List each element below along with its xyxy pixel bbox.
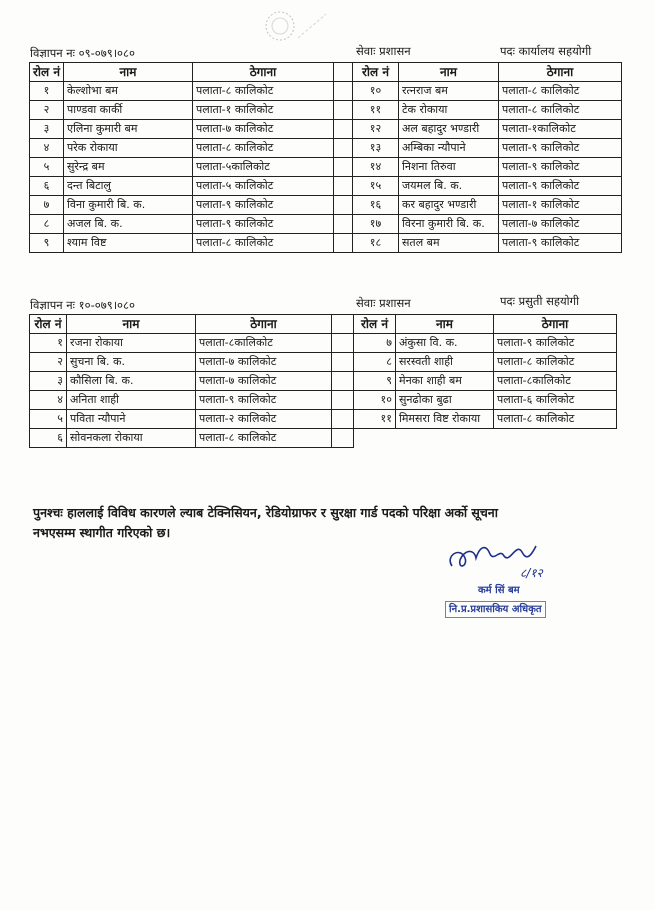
left-name-cell: सुचना बि. क. <box>67 353 196 372</box>
right-roll-cell: १३ <box>353 139 399 158</box>
left-roll-cell: ५ <box>30 158 64 177</box>
gap-cell <box>334 177 353 196</box>
left-roll-cell: ८ <box>30 215 64 234</box>
table-row <box>30 372 617 391</box>
header-name: नाम <box>396 315 494 334</box>
table-row <box>30 410 617 429</box>
left-address-cell: पलाता-७ कालिकोट <box>196 372 332 391</box>
gap-cell <box>334 82 353 101</box>
table-row <box>30 429 617 448</box>
right-address-cell: पलाता-९ कालिकोट <box>499 158 622 177</box>
left-name-cell: सोवनकला रोकाया <box>67 429 196 448</box>
left-address-cell: पलाता-८ कालिकोट <box>193 139 334 158</box>
left-address-cell: पलाता-८ कालिकोट <box>193 234 334 253</box>
right-name-cell: अंकुसा वि. क. <box>396 334 494 353</box>
right-address-cell: पलाता-९ कालिकोट <box>494 334 617 353</box>
left-roll-cell: १ <box>30 82 64 101</box>
left-roll-cell: ५ <box>30 410 67 429</box>
gap-cell <box>334 63 353 82</box>
signature-date: ८/१२ <box>520 566 543 580</box>
left-name-cell: केल्शोभा बम <box>64 82 193 101</box>
header-roll: रोल नं <box>354 315 396 334</box>
right-address-cell: पलाता-८कालिकोट <box>494 372 617 391</box>
right-address-cell: पलाता-८ कालिकोट <box>499 82 622 101</box>
signatory-name: कर्म सिं बम <box>478 585 520 596</box>
left-name-cell: दन्त बिटालु <box>64 177 193 196</box>
left-roll-cell: ६ <box>30 177 64 196</box>
empty-cell <box>354 429 396 448</box>
table-row <box>30 177 622 196</box>
right-address-cell: पलाता-६ कालिकोट <box>494 391 617 410</box>
right-name-cell: सरस्वती शाही <box>396 353 494 372</box>
gap-cell <box>334 196 353 215</box>
gap-cell <box>334 101 353 120</box>
right-name-cell: जयमल बि. क. <box>399 177 499 196</box>
left-roll-cell: ४ <box>30 391 67 410</box>
note-line-1: पुनश्चः हाललाई विविध कारणले ल्याब टेक्निसियन, रेडियोग्राफर र सुरक्षा गार्ड पदको परिक्षा अर्को सूचना <box>33 505 498 520</box>
gap-cell <box>332 372 354 391</box>
right-address-cell: पलाता-९ कालिकोट <box>499 234 622 253</box>
right-address-cell: पलाता-८ कालिकोट <box>494 353 617 372</box>
gap-cell <box>334 215 353 234</box>
table-row <box>30 82 622 101</box>
header-address: ठेगाना <box>196 315 332 334</box>
right-roll-cell: ८ <box>354 353 396 372</box>
table-row <box>30 391 617 410</box>
left-name-cell: श्याम विष्ट <box>64 234 193 253</box>
left-name-cell: सुरेन्द्र बम <box>64 158 193 177</box>
gap-cell <box>332 353 354 372</box>
right-name-cell: रत्नराज बम <box>399 82 499 101</box>
table-header-row <box>30 315 617 334</box>
right-roll-cell: १२ <box>353 120 399 139</box>
right-name-cell: विरना कुमारी बि. क. <box>399 215 499 234</box>
table-row <box>30 215 622 234</box>
right-name-cell: निशना तिरुवा <box>399 158 499 177</box>
right-address-cell: पलाता-१ कालिकोट <box>499 196 622 215</box>
header-roll: रोल नं <box>30 315 67 334</box>
header-address: ठेगाना <box>193 63 334 82</box>
left-name-cell: विना कुमारी बि. क. <box>64 196 193 215</box>
right-roll-cell: १४ <box>353 158 399 177</box>
left-roll-cell: ४ <box>30 139 64 158</box>
table-row <box>30 120 622 139</box>
left-address-cell: पलाता-५कालिकोट <box>193 158 334 177</box>
left-name-cell: एलिना कुमारी बम <box>64 120 193 139</box>
right-address-cell: पलाता-९ कालिकोट <box>499 139 622 158</box>
office-stamp-icon <box>252 8 332 44</box>
left-address-cell: पलाता-९ कालिकोट <box>193 215 334 234</box>
left-roll-cell: ६ <box>30 429 67 448</box>
right-name-cell: अल बहादुर भण्डारी <box>399 120 499 139</box>
header-roll: रोल नं <box>353 63 399 82</box>
right-roll-cell: १० <box>353 82 399 101</box>
right-roll-cell: १८ <box>353 234 399 253</box>
gap-cell <box>334 120 353 139</box>
left-roll-cell: ३ <box>30 372 67 391</box>
left-name-cell: पाण्डवा कार्की <box>64 101 193 120</box>
left-address-cell: पलाता-५ कालिकोट <box>193 177 334 196</box>
left-roll-cell: ९ <box>30 234 64 253</box>
left-name-cell: रजना रोकाया <box>67 334 196 353</box>
section1-post: पदः कार्यालय सहयोगी <box>500 44 592 58</box>
section2-post: पदः प्रसुती सहयोगी <box>500 294 580 308</box>
left-name-cell: पविता न्यौपाने <box>67 410 196 429</box>
right-roll-cell: १० <box>354 391 396 410</box>
left-name-cell: परेक रोकाया <box>64 139 193 158</box>
header-name: नाम <box>64 63 193 82</box>
left-address-cell: पलाता-७ कालिकोट <box>196 353 332 372</box>
right-address-cell: पलाता-९ कालिकोट <box>499 177 622 196</box>
note-line-2: नभएसम्म स्थागीत गरिएको छ। <box>33 525 171 540</box>
left-roll-cell: २ <box>30 101 64 120</box>
gap-cell <box>332 391 354 410</box>
gap-cell <box>332 315 354 334</box>
header-roll: रोल नं <box>30 63 64 82</box>
right-name-cell: कर बहादुर भण्डारी <box>399 196 499 215</box>
gap-cell <box>332 334 354 353</box>
right-address-cell: पलाता-८ कालिकोट <box>499 101 622 120</box>
table-row <box>30 139 622 158</box>
section1-service: सेवाः प्रशासन <box>356 44 411 58</box>
right-roll-cell: ९ <box>354 372 396 391</box>
right-name-cell: सतल बम <box>399 234 499 253</box>
right-roll-cell: १६ <box>353 196 399 215</box>
right-address-cell: पलाता-१कालिकोट <box>499 120 622 139</box>
signatory-title: नि.प्र.प्रशासकिय अधिकृत <box>445 601 546 618</box>
section1-ad-number: विज्ञापन नः ०९-०७९।०८० <box>30 46 136 60</box>
right-name-cell: मिमसरा विष्ट रोकाया <box>396 410 494 429</box>
right-roll-cell: ११ <box>354 410 396 429</box>
right-roll-cell: ७ <box>354 334 396 353</box>
table-row <box>30 196 622 215</box>
left-address-cell: पलाता-२ कालिकोट <box>196 410 332 429</box>
header-name: नाम <box>67 315 196 334</box>
header-address: ठेगाना <box>499 63 622 82</box>
right-roll-cell: १७ <box>353 215 399 234</box>
section2-ad-number: विज्ञापन नः १०-०७९।०८० <box>30 298 136 312</box>
right-roll-cell: ११ <box>353 101 399 120</box>
empty-cell <box>396 429 494 448</box>
section2-service: सेवाः प्रशासन <box>356 296 411 310</box>
left-address-cell: पलाता-१ कालिकोट <box>193 101 334 120</box>
gap-cell <box>334 139 353 158</box>
gap-cell <box>332 429 354 448</box>
right-name-cell: मेनका शाही बम <box>396 372 494 391</box>
left-roll-cell: ७ <box>30 196 64 215</box>
table-row <box>30 158 622 177</box>
header-address: ठेगाना <box>494 315 617 334</box>
section1-table <box>29 62 622 253</box>
table-row <box>30 334 617 353</box>
left-address-cell: पलाता-९ कालिकोट <box>196 391 332 410</box>
header-name: नाम <box>399 63 499 82</box>
gap-cell <box>334 158 353 177</box>
postscript-note <box>33 503 633 543</box>
right-roll-cell: १५ <box>353 177 399 196</box>
left-roll-cell: १ <box>30 334 67 353</box>
right-name-cell: टेक रोकाया <box>399 101 499 120</box>
right-name-cell: अम्बिका न्यौपाने <box>399 139 499 158</box>
section2-table <box>29 314 617 448</box>
left-address-cell: पलाता-८कालिकोट <box>196 334 332 353</box>
empty-cell <box>494 429 617 448</box>
table-row <box>30 101 622 120</box>
left-address-cell: पलाता-९ कालिकोट <box>193 196 334 215</box>
left-roll-cell: ३ <box>30 120 64 139</box>
right-address-cell: पलाता-८ कालिकोट <box>494 410 617 429</box>
table-row <box>30 353 617 372</box>
right-address-cell: पलाता-७ कालिकोट <box>499 215 622 234</box>
left-address-cell: पलाता-७ कालिकोट <box>193 120 334 139</box>
table-header-row <box>30 63 622 82</box>
left-name-cell: अनिता शाही <box>67 391 196 410</box>
right-name-cell: सुनढोका बुढा <box>396 391 494 410</box>
left-name-cell: अजल बि. क. <box>64 215 193 234</box>
left-roll-cell: २ <box>30 353 67 372</box>
left-address-cell: पलाता-८ कालिकोट <box>196 429 332 448</box>
handwritten-signature-icon <box>440 540 570 576</box>
table-row <box>30 234 622 253</box>
left-address-cell: पलाता-८ कालिकोट <box>193 82 334 101</box>
gap-cell <box>332 410 354 429</box>
left-name-cell: कौसिला बि. क. <box>67 372 196 391</box>
gap-cell <box>334 234 353 253</box>
